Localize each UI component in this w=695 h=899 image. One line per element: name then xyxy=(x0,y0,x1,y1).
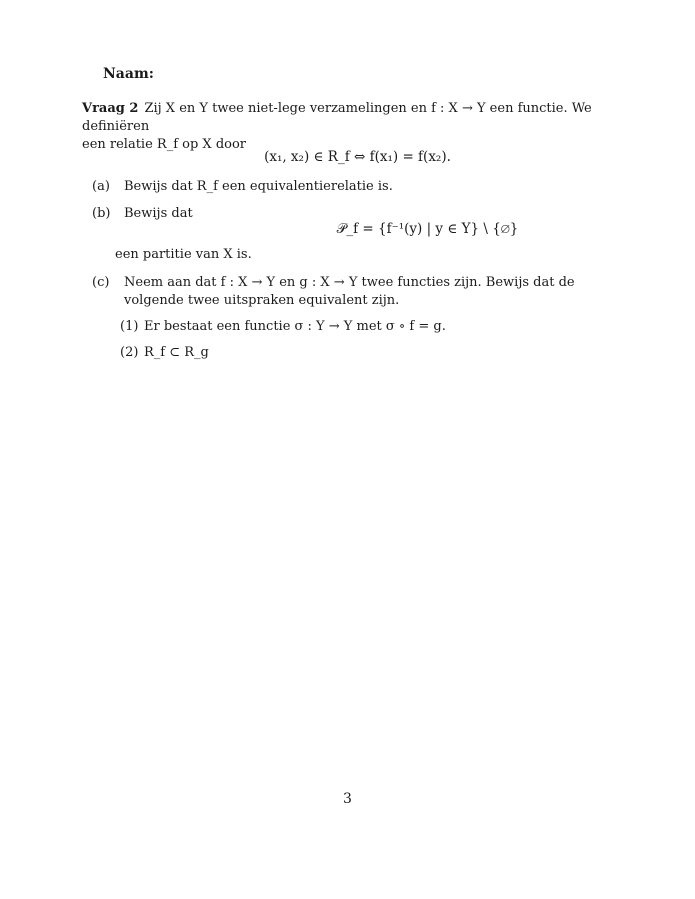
statement-1-text: Er bestaat een functie σ : Y → Y met σ ∘ f = g. xyxy=(144,319,446,334)
name-label: Naam: xyxy=(103,66,154,82)
page-number: 3 xyxy=(343,791,352,807)
part-b-label: (b) xyxy=(92,206,111,221)
question-title: Vraag 2 xyxy=(82,101,139,116)
part-c-statement-1 xyxy=(120,318,446,336)
part-c-text: Neem aan dat f : X → Y en g : X → Y twee functies zijn. Bewijs dat de volgende twee uitspraken equivalent zijn. xyxy=(124,275,575,308)
statement-2-label: (2) xyxy=(120,345,139,360)
question-intro-line2: een relatie R_f op X door xyxy=(82,137,247,152)
part-c-label: (c) xyxy=(92,275,110,290)
statement-1-label: (1) xyxy=(120,319,139,334)
part-c xyxy=(92,274,612,310)
part-a-label: (a) xyxy=(92,179,110,194)
part-c-statement-2 xyxy=(120,344,209,362)
relation-definition-equation: (x₁, x₂) ∈ R_f ⇔ f(x₁) = f(x₂). xyxy=(264,149,451,165)
partition-equation: 𝒫_f = {f⁻¹(y) | y ∈ Y} \ {∅} xyxy=(336,221,519,237)
part-a xyxy=(92,178,393,196)
question-intro xyxy=(82,100,612,154)
question-intro-line1: Zij X en Y twee niet-lege verzamelingen en f : X → Y een functie. We definiëren xyxy=(82,101,592,134)
part-b-text: Bewijs dat xyxy=(124,206,193,221)
statement-2-text: R_f ⊂ R_g xyxy=(144,345,209,360)
part-b-continuation: een partitie van X is. xyxy=(115,247,252,262)
part-a-text: Bewijs dat R_f een equivalentierelatie is. xyxy=(124,179,393,194)
